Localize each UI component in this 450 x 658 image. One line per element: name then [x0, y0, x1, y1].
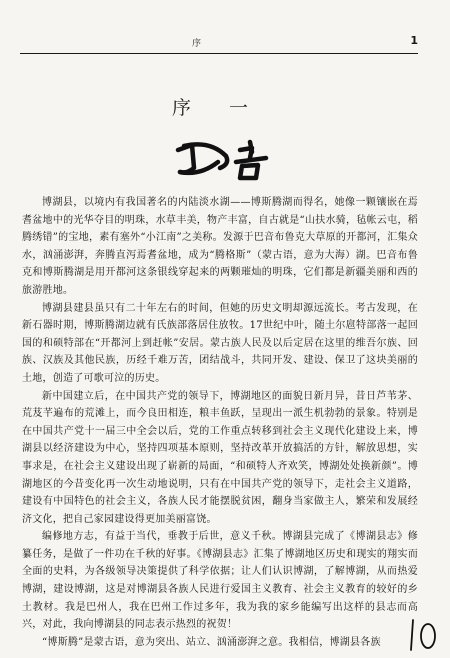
handwritten-margin-mark	[404, 614, 444, 654]
paragraph-5: “博斯腾”是蒙古语，意为突出、站立、汹涌澎湃之意。我相信，博湖县各族	[42, 636, 381, 648]
running-header	[20, 34, 418, 52]
paragraph-2: 博湖县建县虽只有二十年左右的时间，但她的历史文明却源远流长。考古发现，在新石器时期，博斯腾湖边就有氏族部落居住放牧。17世纪中叶，随土尔扈特部落一起回国的和硕特部在“开都河上到赶帐”安居。蒙古族人民及以后定居在这里的维吾尔族、回族、汉族及其他民族，历经千难万苦，团结战斗，共同开发、建设、保卫了这块美丽的土地，创造了可歌可泣的历史。	[22, 302, 418, 384]
paragraph-4: 编修地方志，有益于当代，垂教于后世，意义千秋。博湖县完成了《博湖县志》修纂任务，是做了一件功在千秋的好事。《博湖县志》汇集了博湖地区历史和现实的翔实而全面的史料，为各级领导决策提供了科学依据；让人们认识博湖，了解博湖，从而热爱博湖，建设博湖，这是对博湖县各族人民进行爱国主义教育、社会主义教育的较好的乡土教材。我是巴州人，我在巴州工作过多年，我为我的家乡能编写出这样的县志而高兴，对此，我向博湖县的同志表示热烈的祝贺！	[22, 531, 418, 631]
preface-body	[22, 194, 418, 651]
paragraph-1: 博湖县，以境内有我国著名的内陆淡水湖——博斯腾湖而得名，她像一颗镶嵌在焉耆盆地中的光华夺目的明珠，水草丰美，物产丰富，自古就是“山扶水骑，毡帐云屯，稻腾绣错”的宝地，素有塞外“小江南”之美称。发源于巴音布鲁克大草原的开都河，汇集众水，汹涌澎湃，奔腾直泻焉耆盆地，成为“腾格斯”（蒙古语，意为大海）湖。巴音布鲁克和博斯腾湖是用开都河这条银线穿起来的两颗璀灿的明珠，它们都是新疆美丽和西的旅游胜地。	[22, 197, 418, 296]
running-header-title: 序	[192, 39, 208, 49]
paragraph-3: 新中国建立后，在中国共产党的领导下，博湖地区的面貌日新月异，昔日芦苇茅、荒芨芊遍布的荒滩上，而今良田相连，粮丰鱼跃，呈现出一派生机勃勃的景象。特别是在中国共产党十一届三中全会以后，党的工作重点转移到社会主义现代化建设上来，博湖县以经济建设为中心，坚持四项基本原则，坚持改革开放搞活的方针，解放思想，实事求是，在社会主义建设出现了崭新的局面，“和硕特人齐欢笑，博湖处处换新颜”。博湖地区的今昔变化再一次生动地说明，只有在中国共产党的领导下，走社会主义道路，建设有中国特色的社会主义，各族人民才能摆脱贫困，翻身当家做主人，繁荣和发展经济文化，把自己家园建设得更加美丽富饶。	[22, 390, 418, 525]
preface-title: 序 一	[172, 97, 265, 119]
header-rule	[20, 53, 418, 54]
signature-drawing	[170, 132, 278, 186]
handwritten-signature	[170, 132, 278, 186]
margin-mark-drawing	[404, 614, 444, 654]
page-number: 1	[410, 34, 418, 47]
